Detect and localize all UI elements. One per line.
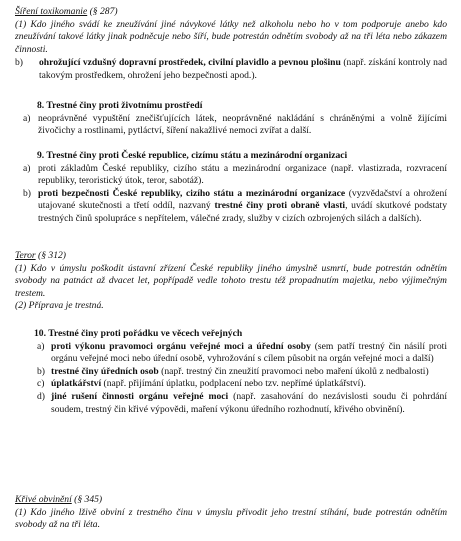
law-heading xyxy=(15,6,447,19)
law-title: Teror xyxy=(15,250,36,261)
list-item-bold: proti výkonu pravomoci orgánu veřejné moci a úřední osoby xyxy=(51,340,311,352)
list-item-rest: (např. přijímání úplatku, podplacení nebo tzv. nepřímé úplatkářství). xyxy=(101,378,366,390)
list-item-text xyxy=(39,57,447,82)
list-item-rest: (vyzvědačství a ohrožení utajované skutečnosti a třetí oddíl, nazvaný xyxy=(38,187,448,212)
list-item-text: proti základům České republiky, cizího státu a mezinárodní organizace (např. vlastizrada, rozvracení republiky, teroristický útok, teror, sabotáž). xyxy=(38,162,447,187)
section-heading: 8. Trestné činy proti životnímu prostředí xyxy=(37,100,203,111)
section-sireni-toxikomanie xyxy=(15,6,447,83)
law-ref: (§ 287) xyxy=(89,6,118,17)
list-item xyxy=(37,366,447,379)
law-ref: (§ 345) xyxy=(74,494,103,505)
list-item-rest: (např. trestný čin zneužití pravomoci nebo maření úkolů z nedbalosti) xyxy=(158,365,429,377)
list-item-text xyxy=(51,378,447,391)
list-item-text xyxy=(51,366,447,379)
list-item-rest: (např. zasahování do nezávislosti soudu či pohrdání soudem, trestný čin křivé výpovědi, maření výkonu úředního rozhodnutí, křivého obvinění). xyxy=(51,390,447,415)
list-marker: a) xyxy=(23,162,31,174)
section-8 xyxy=(15,100,447,138)
list-item-bold: ohrožující vzdušný dopravní prostředek, civilní plavidlo a pevnou plošinu xyxy=(39,57,341,69)
list-item xyxy=(37,391,447,416)
law-paragraph: (1) Kdo jiného svádí ke zneužívání jiné návykové látky než alkoholu nebo ho v tom podporuje anebo kdo zneužívání takové látky jinak podněcuje nebo šíří, bude potrestán odnětím svobody až na tři léta nebo zákazem činnosti. xyxy=(15,18,447,55)
law-paragraph: (1) Kdo v úmyslu poškodit ústavní zřízení České republiky jiného úmyslně usmrtí, bude potrestán odnětím svobody na patnáct až dvacet let, popřípadě vedle tohoto trestu též propadnutím majetku, nebo výjimečným trestem. xyxy=(15,262,447,299)
list-item xyxy=(15,188,447,226)
law-paragraph: (2) Příprava je trestná. xyxy=(15,300,104,312)
list-item-rest: (např. získání kontroly nad takovým prostředkem, ohrožení jeho bezpečnosti apod.). xyxy=(39,57,447,81)
law-ref: (§ 312) xyxy=(38,250,67,261)
list-item xyxy=(15,113,447,138)
list-item-text xyxy=(38,188,447,226)
list-item-bold: trestné činy úředních osob xyxy=(51,365,159,377)
list-item xyxy=(15,163,447,188)
list-item xyxy=(37,378,447,391)
list-marker: c) xyxy=(37,378,45,390)
section-9 xyxy=(15,150,447,226)
list-marker: a) xyxy=(23,112,31,124)
law-title: Křivé obvinění xyxy=(15,494,72,505)
list-marker: d) xyxy=(37,390,45,402)
list-item-text xyxy=(51,391,447,416)
list-item-rest: , uvádí skutkové podstaty trestných činů spolupráce s nepřítelem, válečné zrady, služby v cizích ozbrojených silách a dalších). xyxy=(38,200,448,224)
section-heading: 9. Trestné činy proti České republice, cizímu státu a mezinárodní organizaci xyxy=(37,150,348,161)
list-item-bold: proti bezpečnosti České republiky, cizího státu a mezinárodní organizace xyxy=(38,187,346,199)
section-10 xyxy=(15,328,447,416)
list-item xyxy=(37,341,447,366)
list-item-rest: (sem patří trestný čin násilí proti orgánu veřejné moci nebo úřední osobě, vyhrožování s cílem působit na orgán veřejné moci a další) xyxy=(51,340,447,365)
list-item-bold: jiné rušení činnosti orgánu veřejné moci xyxy=(51,390,229,402)
list-item-text xyxy=(51,341,447,366)
list-marker: b) xyxy=(37,365,45,377)
section-heading: 10. Trestné činy proti pořádku ve věcech veřejných xyxy=(34,328,243,339)
list-marker: b) xyxy=(15,57,23,69)
list-item-bold: úplatkářství xyxy=(51,378,102,390)
law-title: Šíření toxikomanie xyxy=(15,6,88,17)
list-item xyxy=(15,57,447,82)
list-marker: b) xyxy=(23,187,31,199)
law-heading xyxy=(15,494,447,507)
list-item-bold: trestné činy proti obraně vlasti xyxy=(214,200,346,212)
law-paragraph: (1) Kdo jiného lživě obviní z trestného činu v úmyslu přivodit jeho trestní stíhání, bude potrestán odnětím svobody až na tři léta. xyxy=(15,506,447,531)
section-krive-obvineni xyxy=(15,494,447,532)
list-marker: a) xyxy=(37,340,45,352)
law-heading xyxy=(15,250,447,263)
section-teror xyxy=(15,250,447,313)
list-item-text: neoprávněné vypuštění znečišťujících látek, neoprávněné nakládání s chráněnými a volně žijícími živočichy a rostlinami, pytláctví, šíření nakažlivé nemoci zvířat a další. xyxy=(38,112,447,137)
section-10-list xyxy=(15,341,447,417)
